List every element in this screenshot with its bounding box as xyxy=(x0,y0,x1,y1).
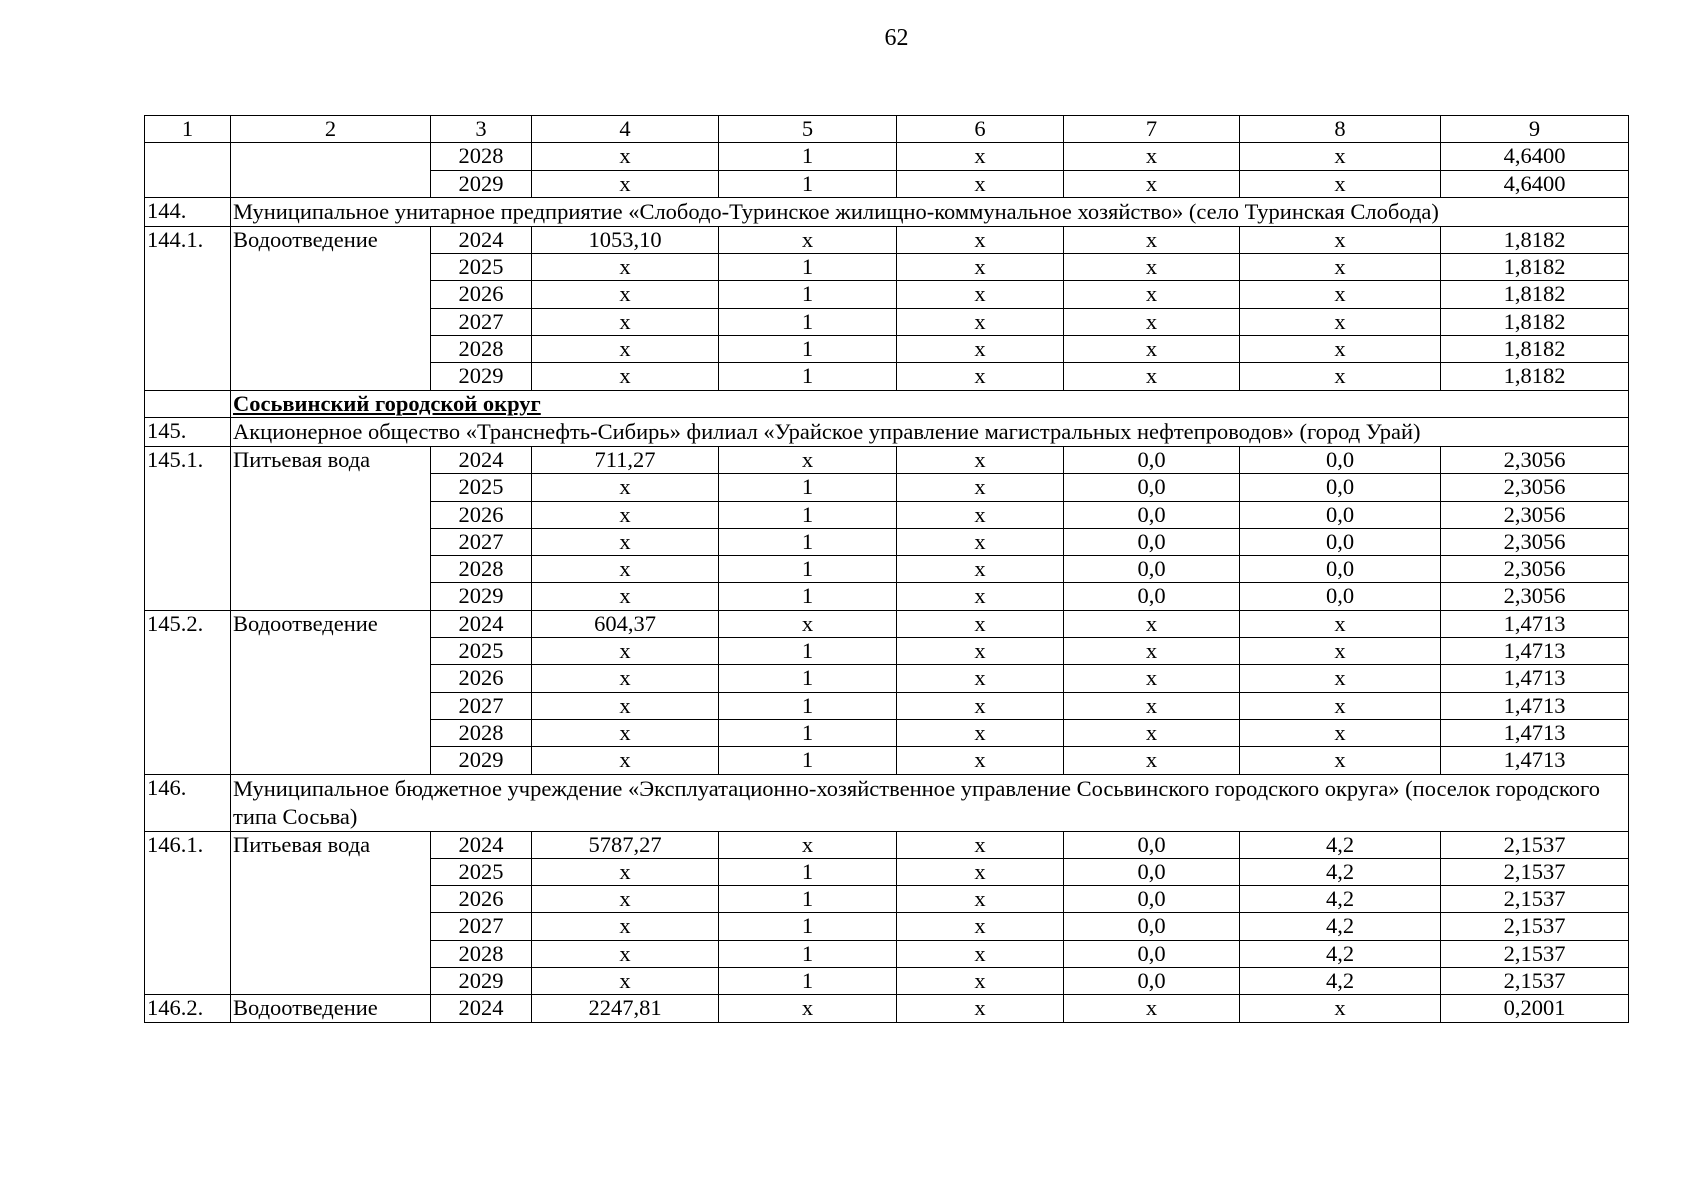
value-cell: 0,0 xyxy=(1240,474,1441,501)
year-cell: 2026 xyxy=(431,665,532,692)
value-cell: x xyxy=(532,719,719,746)
year-cell: 2029 xyxy=(431,747,532,774)
service-name: Питьевая вода xyxy=(231,446,431,610)
item-number: 146.2. xyxy=(145,995,231,1022)
section-title: Сосьвинский городской округ xyxy=(231,390,1629,417)
year-cell: 2024 xyxy=(431,226,532,253)
value-cell: 0,0 xyxy=(1064,940,1240,967)
value-cell: 1 xyxy=(719,501,897,528)
value-cell: x xyxy=(532,474,719,501)
item-number: 144.1. xyxy=(145,226,231,390)
tariff-table xyxy=(144,115,1629,1023)
value-cell: x xyxy=(1240,638,1441,665)
value-cell: 0,0 xyxy=(1064,583,1240,610)
value-cell: 1 xyxy=(719,886,897,913)
header-cell: 8 xyxy=(1240,116,1441,143)
value-cell: 1 xyxy=(719,474,897,501)
value-cell: x xyxy=(897,747,1064,774)
value-cell: 1,8182 xyxy=(1441,363,1629,390)
value-cell: x xyxy=(532,336,719,363)
item-number: 144. xyxy=(145,197,231,226)
value-cell: x xyxy=(532,308,719,335)
value-cell: x xyxy=(897,474,1064,501)
value-cell: 0,0 xyxy=(1064,913,1240,940)
value-cell: 711,27 xyxy=(532,446,719,473)
value-cell: 2,3056 xyxy=(1441,528,1629,555)
empty-cell xyxy=(231,170,431,197)
value-cell: x xyxy=(897,254,1064,281)
header-cell: 2 xyxy=(231,116,431,143)
year-cell: 2029 xyxy=(431,968,532,995)
empty-cell xyxy=(145,390,231,417)
value-cell: 0,0 xyxy=(1064,968,1240,995)
value-cell: x xyxy=(897,610,1064,637)
value-cell: x xyxy=(897,308,1064,335)
year-cell: 2025 xyxy=(431,858,532,885)
year-cell: 2025 xyxy=(431,254,532,281)
value-cell: 1 xyxy=(719,968,897,995)
value-cell: 1,4713 xyxy=(1441,719,1629,746)
value-cell: 4,2 xyxy=(1240,968,1441,995)
value-cell: 0,0 xyxy=(1064,474,1240,501)
header-cell: 3 xyxy=(431,116,532,143)
value-cell: x xyxy=(1064,747,1240,774)
value-cell: 0,0 xyxy=(1064,858,1240,885)
value-cell: x xyxy=(1064,170,1240,197)
value-cell: 0,0 xyxy=(1240,446,1441,473)
value-cell: x xyxy=(1240,170,1441,197)
value-cell: 1 xyxy=(719,940,897,967)
value-cell: 2247,81 xyxy=(532,995,719,1022)
value-cell: 2,3056 xyxy=(1441,556,1629,583)
year-cell: 2024 xyxy=(431,831,532,858)
value-cell: x xyxy=(532,692,719,719)
value-cell: x xyxy=(1064,610,1240,637)
value-cell: 0,0 xyxy=(1064,446,1240,473)
year-cell: 2025 xyxy=(431,474,532,501)
value-cell: x xyxy=(897,143,1064,170)
value-cell: 2,1537 xyxy=(1441,858,1629,885)
value-cell: 1 xyxy=(719,363,897,390)
value-cell: x xyxy=(532,638,719,665)
value-cell: x xyxy=(897,528,1064,555)
section-row xyxy=(145,390,1629,417)
value-cell: 1,4713 xyxy=(1441,665,1629,692)
value-cell: x xyxy=(897,995,1064,1022)
value-cell: 5787,27 xyxy=(532,831,719,858)
table-row xyxy=(145,143,1629,170)
value-cell: x xyxy=(1064,281,1240,308)
value-cell: x xyxy=(1064,363,1240,390)
value-cell: 1,8182 xyxy=(1441,226,1629,253)
value-cell: x xyxy=(532,886,719,913)
value-cell: x xyxy=(1240,692,1441,719)
value-cell: x xyxy=(1064,665,1240,692)
value-cell: x xyxy=(1064,995,1240,1022)
value-cell: 2,1537 xyxy=(1441,831,1629,858)
value-cell: x xyxy=(1240,281,1441,308)
value-cell: x xyxy=(897,858,1064,885)
table-row xyxy=(145,446,1629,473)
value-cell: 0,2001 xyxy=(1441,995,1629,1022)
value-cell: x xyxy=(532,556,719,583)
item-number: 145.1. xyxy=(145,446,231,610)
value-cell: x xyxy=(532,940,719,967)
value-cell: x xyxy=(1240,254,1441,281)
value-cell: 1 xyxy=(719,170,897,197)
value-cell: 2028 xyxy=(431,143,532,170)
value-cell: x xyxy=(897,913,1064,940)
value-cell: x xyxy=(1240,747,1441,774)
empty-cell xyxy=(231,143,431,170)
value-cell: x xyxy=(897,501,1064,528)
value-cell: 1 xyxy=(719,665,897,692)
value-cell: 4,2 xyxy=(1240,940,1441,967)
value-cell: x xyxy=(1064,692,1240,719)
value-cell: x xyxy=(532,143,719,170)
item-number: 145.2. xyxy=(145,610,231,774)
year-cell: 2028 xyxy=(431,556,532,583)
value-cell: x xyxy=(532,170,719,197)
item-number: 146. xyxy=(145,774,231,831)
value-cell: 1 xyxy=(719,528,897,555)
year-cell: 2029 xyxy=(431,363,532,390)
organization-row xyxy=(145,774,1629,831)
value-cell: x xyxy=(897,446,1064,473)
table-body xyxy=(145,116,1629,1023)
value-cell: x xyxy=(532,968,719,995)
value-cell: x xyxy=(1240,336,1441,363)
year-cell: 2026 xyxy=(431,281,532,308)
table-row xyxy=(145,226,1629,253)
value-cell: 604,37 xyxy=(532,610,719,637)
header-row xyxy=(145,116,1629,143)
organization-row xyxy=(145,197,1629,226)
value-cell: x xyxy=(1240,665,1441,692)
value-cell: x xyxy=(1064,719,1240,746)
value-cell: x xyxy=(532,501,719,528)
value-cell: x xyxy=(1064,254,1240,281)
value-cell: x xyxy=(532,528,719,555)
value-cell: 1,8182 xyxy=(1441,336,1629,363)
year-cell: 2028 xyxy=(431,719,532,746)
table-row xyxy=(145,610,1629,637)
value-cell: 1 xyxy=(719,143,897,170)
value-cell: 2,3056 xyxy=(1441,474,1629,501)
year-cell: 2026 xyxy=(431,886,532,913)
header-cell: 4 xyxy=(532,116,719,143)
value-cell: 0,0 xyxy=(1064,556,1240,583)
value-cell: x xyxy=(1240,308,1441,335)
value-cell: 1 xyxy=(719,336,897,363)
value-cell: 1 xyxy=(719,556,897,583)
year-cell: 2027 xyxy=(431,692,532,719)
value-cell: 1 xyxy=(719,719,897,746)
value-cell: 1,8182 xyxy=(1441,281,1629,308)
table-row xyxy=(145,170,1629,197)
value-cell: 4,6400 xyxy=(1441,143,1629,170)
value-cell: 1,4713 xyxy=(1441,747,1629,774)
year-cell: 2027 xyxy=(431,308,532,335)
value-cell: 1 xyxy=(719,747,897,774)
value-cell: 2,3056 xyxy=(1441,501,1629,528)
value-cell: 1 xyxy=(719,913,897,940)
value-cell: x xyxy=(719,995,897,1022)
value-cell: x xyxy=(1064,226,1240,253)
value-cell: 1,4713 xyxy=(1441,638,1629,665)
organization-row xyxy=(145,417,1629,446)
value-cell: 0,0 xyxy=(1064,831,1240,858)
value-cell: x xyxy=(897,886,1064,913)
value-cell: x xyxy=(897,719,1064,746)
service-name: Водоотведение xyxy=(231,226,431,390)
value-cell: x xyxy=(532,665,719,692)
value-cell: 0,0 xyxy=(1064,886,1240,913)
value-cell: 0,0 xyxy=(1240,528,1441,555)
value-cell: 1,8182 xyxy=(1441,254,1629,281)
value-cell: 1 xyxy=(719,858,897,885)
value-cell: x xyxy=(1240,226,1441,253)
value-cell: 4,2 xyxy=(1240,831,1441,858)
table-row xyxy=(145,831,1629,858)
value-cell: 0,0 xyxy=(1064,528,1240,555)
value-cell: x xyxy=(1064,143,1240,170)
empty-cell xyxy=(145,170,231,197)
year-cell: 2028 xyxy=(431,940,532,967)
value-cell: x xyxy=(1240,363,1441,390)
service-name: Питьевая вода xyxy=(231,831,431,995)
value-cell: 1 xyxy=(719,281,897,308)
value-cell: 1 xyxy=(719,308,897,335)
value-cell: x xyxy=(1064,308,1240,335)
value-cell: x xyxy=(897,831,1064,858)
item-number: 145. xyxy=(145,417,231,446)
value-cell: x xyxy=(1240,719,1441,746)
value-cell: 1 xyxy=(719,638,897,665)
value-cell: 2,1537 xyxy=(1441,886,1629,913)
organization-name: Муниципальное унитарное предприятие «Слободо-Туринское жилищно-коммунальное хозяйство» (село Туринская Слобода) xyxy=(231,197,1629,226)
table-row xyxy=(145,995,1629,1022)
year-cell: 2024 xyxy=(431,995,532,1022)
header-cell: 7 xyxy=(1064,116,1240,143)
value-cell: x xyxy=(897,583,1064,610)
year-cell: 2029 xyxy=(431,583,532,610)
year-cell: 2024 xyxy=(431,610,532,637)
value-cell: x xyxy=(532,254,719,281)
value-cell: 1 xyxy=(719,254,897,281)
header-cell: 5 xyxy=(719,116,897,143)
value-cell: x xyxy=(897,940,1064,967)
value-cell: x xyxy=(532,913,719,940)
value-cell: x xyxy=(719,610,897,637)
organization-name: Акционерное общество «Транснефть-Сибирь» филиал «Урайское управление магистральных нефтепроводов» (город Урай) xyxy=(231,417,1629,446)
value-cell: 2,1537 xyxy=(1441,940,1629,967)
value-cell: 0,0 xyxy=(1240,501,1441,528)
value-cell: x xyxy=(897,968,1064,995)
value-cell: x xyxy=(897,281,1064,308)
value-cell: 0,0 xyxy=(1064,501,1240,528)
value-cell: x xyxy=(532,363,719,390)
value-cell: x xyxy=(1064,638,1240,665)
value-cell: x xyxy=(532,583,719,610)
year-cell: 2025 xyxy=(431,638,532,665)
value-cell: 4,6400 xyxy=(1441,170,1629,197)
value-cell: 1053,10 xyxy=(532,226,719,253)
value-cell: x xyxy=(897,692,1064,719)
value-cell: x xyxy=(719,831,897,858)
value-cell: x xyxy=(1240,995,1441,1022)
value-cell: 1,4713 xyxy=(1441,692,1629,719)
value-cell: 1,4713 xyxy=(1441,610,1629,637)
value-cell: 4,2 xyxy=(1240,886,1441,913)
value-cell: 4,2 xyxy=(1240,913,1441,940)
header-cell: 6 xyxy=(897,116,1064,143)
page-number: 62 xyxy=(884,25,909,51)
organization-name: Муниципальное бюджетное учреждение «Эксплуатационно-хозяйственное управление Сосьвинского городского округа» (поселок городского типа Сосьва) xyxy=(231,774,1629,831)
value-cell: x xyxy=(897,336,1064,363)
value-cell: x xyxy=(897,170,1064,197)
value-cell: x xyxy=(532,281,719,308)
year-cell: 2024 xyxy=(431,446,532,473)
value-cell: x xyxy=(897,638,1064,665)
value-cell: x xyxy=(897,363,1064,390)
value-cell: 0,0 xyxy=(1240,583,1441,610)
service-name: Водоотведение xyxy=(231,995,431,1022)
value-cell: 1 xyxy=(719,692,897,719)
value-cell: 0,0 xyxy=(1240,556,1441,583)
header-cell: 1 xyxy=(145,116,231,143)
value-cell: 4,2 xyxy=(1240,858,1441,885)
value-cell: x xyxy=(1064,336,1240,363)
value-cell: x xyxy=(532,747,719,774)
value-cell: x xyxy=(532,858,719,885)
service-name: Водоотведение xyxy=(231,610,431,774)
value-cell: 2029 xyxy=(431,170,532,197)
year-cell: 2027 xyxy=(431,528,532,555)
empty-cell xyxy=(145,143,231,170)
value-cell: 2,3056 xyxy=(1441,446,1629,473)
value-cell: x xyxy=(1240,610,1441,637)
header-cell: 9 xyxy=(1441,116,1629,143)
value-cell: 2,1537 xyxy=(1441,913,1629,940)
value-cell: 1 xyxy=(719,583,897,610)
value-cell: 1,8182 xyxy=(1441,308,1629,335)
value-cell: 2,3056 xyxy=(1441,583,1629,610)
year-cell: 2028 xyxy=(431,336,532,363)
item-number: 146.1. xyxy=(145,831,231,995)
value-cell: x xyxy=(719,226,897,253)
year-cell: 2026 xyxy=(431,501,532,528)
value-cell: x xyxy=(1240,143,1441,170)
value-cell: x xyxy=(897,226,1064,253)
value-cell: 2,1537 xyxy=(1441,968,1629,995)
value-cell: x xyxy=(897,556,1064,583)
value-cell: x xyxy=(719,446,897,473)
year-cell: 2027 xyxy=(431,913,532,940)
value-cell: x xyxy=(897,665,1064,692)
